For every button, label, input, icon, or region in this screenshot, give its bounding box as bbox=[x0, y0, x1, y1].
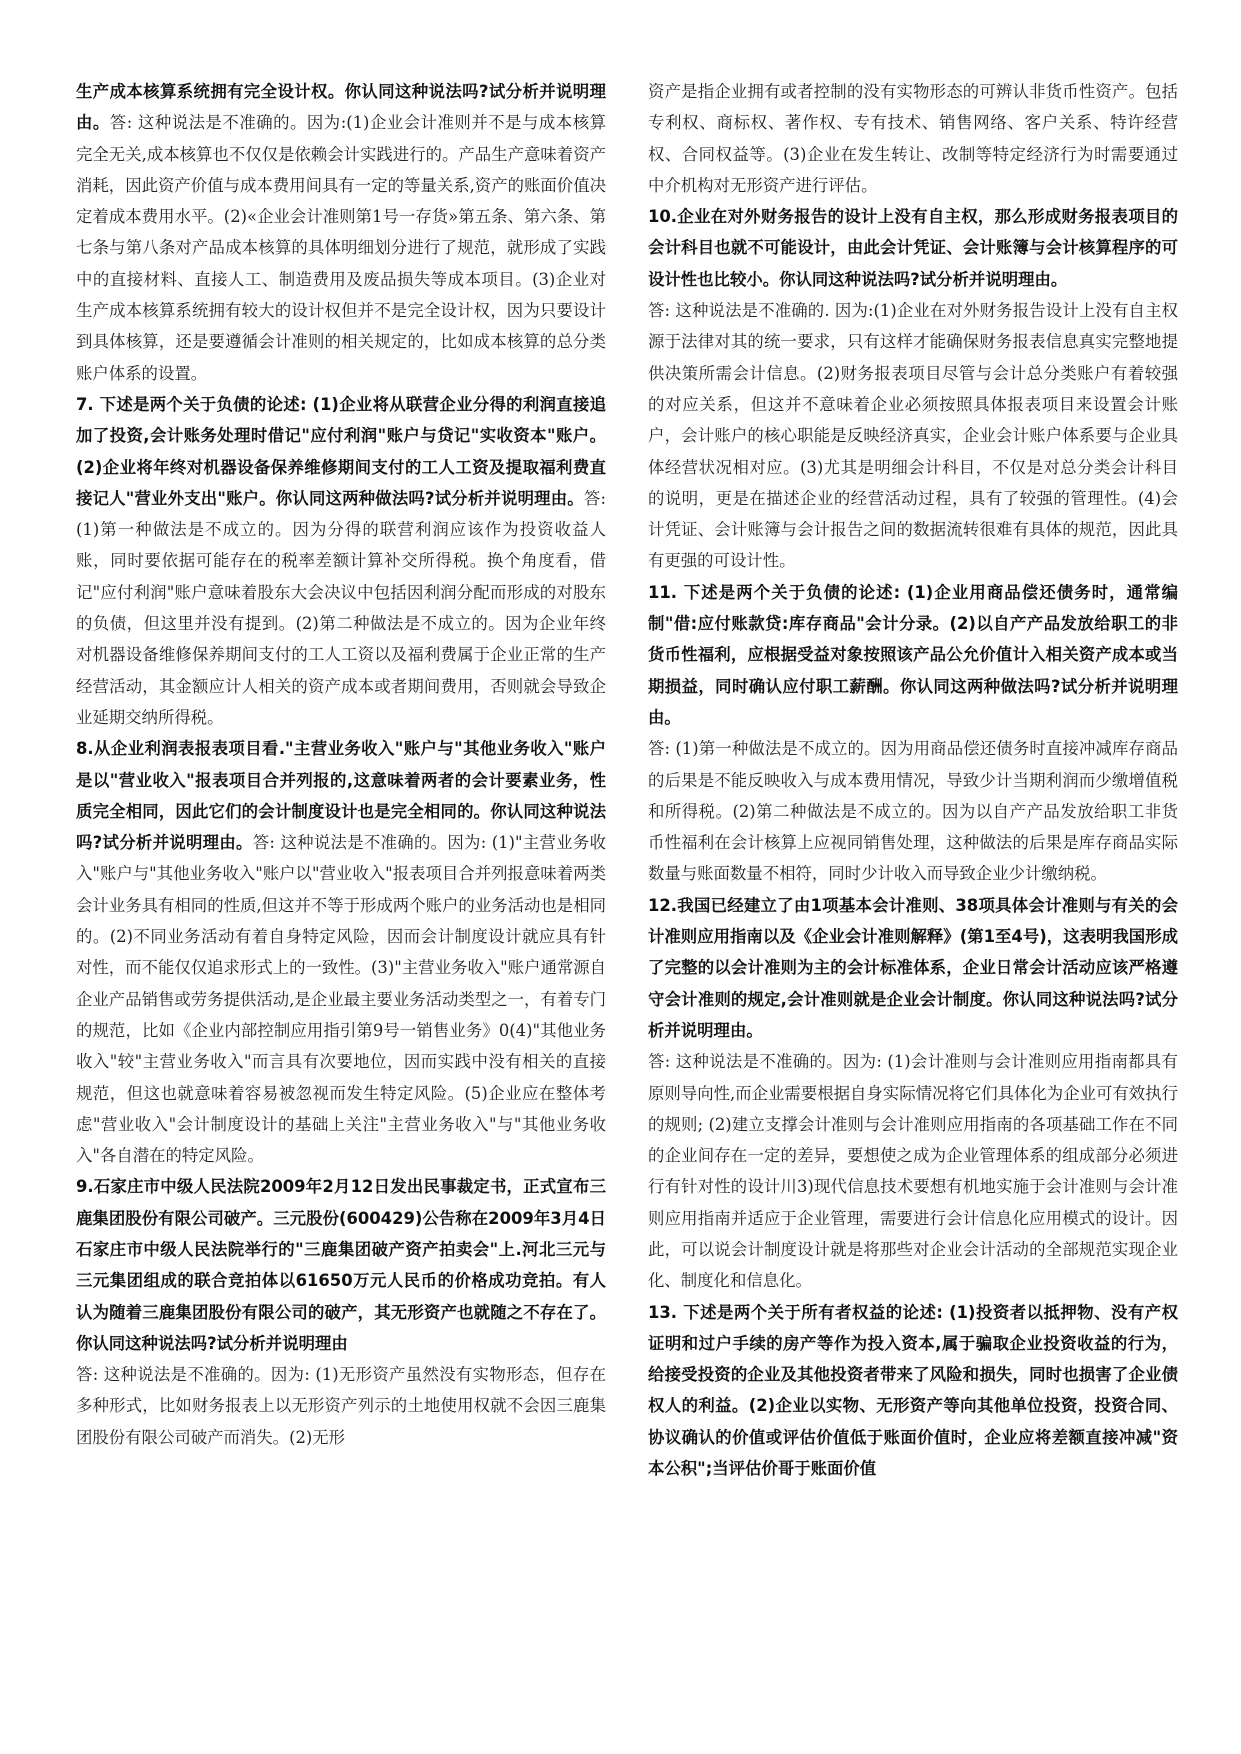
answer-6: 答: 这种说法是不准确的。因为:(1)企业会计准则并不是与成本核算完全无关,成本核算也不仅仅是依赖会计实践进行的。产品生产意味着资产消耗，因此资产价值与成本费用间具有一定的等量关系,资产的账面价值决定着成本费用水平。(2)«企业会计准则第1号一存货»第五条、第六条、第七条与第八条对产品成本核算的具体明细划分进行了规范，就形成了实践中的直接材料、直接人工、制造费用及废品损失等成本项目。(3)企业对生产成本核算系统拥有较大的设计权但并不是完全设计权，因为只要设计到具体核算，还是要遵循会计准则的相关规定的，比如成本核算的总分类账户体系的设置。 bbox=[76, 113, 606, 383]
question-6-tail: 生产成本核算系统拥有完全设计权。你认同这种说法吗?试分析并说明理由。答: 这种说法是不准确的。因为:(1)企业会计准则并不是与成本核算完全无关,成本核算也不仅仅是依赖会计实践进行的。产品生产意味着资产消耗，因此资产价值与成本费用间具有一定的等量关系,资产的账面价值决定着成本费用水平。(2)«企业会计准则第1号一存货»第五条、第六条、第七条与第八条对产品成本核算的具体明细划分进行了规范，就形成了实践中的直接材料、直接人工、制造费用及废品损失等成本项目。(3)企业对生产成本核算系统拥有较大的设计权但并不是完全设计权，因为只要设计到具体核算，还是要遵循会计准则的相关规定的，比如成本核算的总分类账户体系的设置。 bbox=[76, 82, 606, 383]
question-13: 13. 下述是两个关于所有者权益的论述: (1)投资者以抵押物、没有产权证明和过户手续的房产等作为投入资本,属于骗取企业投资收益的行为，给接受投资的企业及其他投资者带来了风险和损失，同时也损害了企业债权人的利益。(2)企业以实物、无形资产等向其他单位投资，投资合同、协议确认的价值或评估价值低于账面价值时，企业应将差额直接冲减"资本公积";当评估价哥于账面价值 bbox=[648, 1302, 1178, 1479]
question-11: 11. 下述是两个关于负债的论述: (1)企业用商品偿还债务时，通常编制"借:应付账款贷:库存商品"会计分录。(2)以自产产品发放给职工的非货币性福利，应根据受益对象按照该产品公允价值计入相关资产成本或当期损益，同时确认应付职工薪酬。你认同这两种做法吗?试分析并说明理由。 bbox=[648, 582, 1178, 727]
right-column bbox=[648, 76, 1178, 1484]
answer-9: 答: 这种说法是不准确的。因为: (1)无形资产虽然没有实物形态，但存在多种形式，比如财务报表上以无形资产列示的土地使用权就不会因三鹿集团股份有限公司破产而消失。(2)无形 bbox=[76, 1365, 606, 1447]
question-7: 7. 下述是两个关于负债的论述: (1)企业将从联营企业分得的利润直接追加了投资,会计账务处理时借记"应付利润"账户与贷记"实收资本"账户。(2)企业将年终对机器设备保养维修期间支付的工人工资及提取福利费直接记人"营业外支出"账户。你认同这两种做法吗?试分析并说明理由。答: (1)第一种做法是不成立的。因为分得的联营利润应该作为投资收益人账，同时要依据可能存在的税率差额计算补交所得税。换个角度看，借记"应付利润"账户意味着股东大会决议中包括因利润分配而形成的对股东的负债，但这里并没有提到。(2)第二种做法是不成立的。因为企业年终对机器设备维修保养期间支付的工人工资以及福利费属于企业正常的生产经营活动，其金额应计人相关的资产成本或者期间费用，否则就会导致企业延期交纳所得税。 bbox=[76, 394, 606, 727]
left-column bbox=[76, 76, 606, 1453]
answer-7: 答: (1)第一种做法是不成立的。因为分得的联营利润应该作为投资收益人账，同时要依据可能存在的税率差额计算补交所得税。换个角度看，借记"应付利润"账户意味着股东大会决议中包括因利润分配而形成的对股东的负债，但这里并没有提到。(2)第二种做法是不成立的。因为企业年终对机器设备维修保养期间支付的工人工资以及福利费属于企业正常的生产经营活动，其金额应计人相关的资产成本或者期间费用，否则就会导致企业延期交纳所得税。 bbox=[76, 488, 606, 727]
question-9: 9.石家庄市中级人民法院2009年2月12日发出民事裁定书，正式宣布三鹿集团股份有限公司破产。三元股份(600429)公告称在2009年3月4日石家庄市中级人民法院举行的"三鹿集团破产资产拍卖会"上.河北三元与三元集团组成的联合竞拍体以61650万元人民币的价格成功竞拍。有人认为随着三鹿集团股份有限公司的破产，其无形资产也就随之不存在了。你认同这种说法吗?试分析并说明理由 bbox=[76, 1177, 606, 1353]
answer-10: 答: 这种说法是不准确的. 因为:(1)企业在对外财务报告设计上没有自主权源于法律对其的统一要求，只有这样才能确保财务报表信息真实完整地提供决策所需会计信息。(2)财务报表项目尽管与会计总分类账户有着较强的对应关系，但这并不意味着企业必须按照具体报表项目来设置会计账户，会计账户的核心职能是反映经济真实，企业会计账户体系要与企业具体经营状况相对应。(3)尤其是明细会计科目，不仅是对总分类会计科目的说明，更是在描述企业的经营活动过程，具有了较强的管理性。(4)会计凭证、会计账簿与会计报告之间的数据流转很难有具体的规范，因此具有更强的可设计性。 bbox=[648, 301, 1178, 571]
question-10: 10.企业在对外财务报告的设计上没有自主权，那么形成财务报表项目的会计科目也就不可能设计，由此会计凭证、会计账簿与会计核算程序的可设计性也比较小。你认同这种说法吗?试分析并说明理由。 bbox=[648, 207, 1178, 289]
question-8: 8.从企业利润表报表项目看."主营业务收入"账户与"其他业务收入"账户是以"营业收入"报表项目合并列报的,这意味着两者的会计要素业务，性质完全相同，因此它们的会计制度设计也是完全相同的。你认同这种说法吗?试分析并说明理由。答: 这种说法是不准确的。因为: (1)"主营业务收入"账户与"其他业务收入"账户以"营业收入"报表项目合并列报意味着两类会计业务具有相同的性质,但这并不等于形成两个账户的业务活动也是相同的。(2)不同业务活动有着自身特定风险，因而会计制度设计就应具有针对性，而不能仅仅追求形式上的一致性。(3)"主营业务收入"账户通常源自企业产品销售或劳务提供活动,是企业最主要业务活动类型之一，有着专门的规范，比如《企业内部控制应用指引第9号一销售业务》0(4)"其他业务收入"较"主营业务收入"而言具有次要地位，因而实践中没有相关的直接规范，但这也就意味着容易被忽视而发生特定风险。(5)企业应在整体考虑"营业收入"会计制度设计的基础上关注"主营业务收入"与"其他业务收入"各自潜在的特定风险。 bbox=[76, 739, 607, 1166]
answer-12: 答: 这种说法是不准确的。因为: (1)会计准则与会计准则应用指南都具有原则导向性,而企业需要根据自身实际情况将它们具体化为企业可有效执行的规则; (2)建立支撑会计准则与会计准则应用指南的各项基础工作在不同的企业间存在一定的差异，要想使之成为企业管理体系的组成部分必须进行有针对性的设计川3)现代信息技术要想有机地实施于会计准则与会计准则应用指南并适应于企业管理，需要进行会计信息化应用模式的设计。因此，可以说会计制度设计就是将那些对企业会计活动的全部规范实现企业化、制度化和信息化。 bbox=[648, 1052, 1178, 1291]
answer-9-cont: 资产是指企业拥有或者控制的没有实物形态的可辨认非货币性资产。包括专利权、商标权、著作权、专有技术、销售网络、客户关系、特许经营权、合同权益等。(3)企业在发生转让、改制等特定经济行为时需要通过中介机构对无形资产进行评估。 bbox=[648, 82, 1178, 195]
answer-8: 答: 这种说法是不准确的。因为: (1)"主营业务收入"账户与"其他业务收入"账户以"营业收入"报表项目合并列报意味着两类会计业务具有相同的性质,但这并不等于形成两个账户的业务活动也是相同的。(2)不同业务活动有着自身特定风险，因而会计制度设计就应具有针对性，而不能仅仅追求形式上的一致性。(3)"主营业务收入"账户通常源自企业产品销售或劳务提供活动,是企业最主要业务活动类型之一，有着专门的规范，比如《企业内部控制应用指引第9号一销售业务》0(4)"其他业务收入"较"主营业务收入"而言具有次要地位，因而实践中没有相关的直接规范，但这也就意味着容易被忽视而发生特定风险。(5)企业应在整体考虑"营业收入"会计制度设计的基础上关注"主营业务收入"与"其他业务收入"各自潜在的特定风险。 bbox=[76, 833, 607, 1166]
answer-11: 答: (1)第一种做法是不成立的。因为用商品偿还债务时直接冲减库存商品的后果是不能反映收入与成本费用情况，导致少计当期利润而少缴增值税和所得税。(2)第二种做法是不成立的。因为以自产产品发放给职工非货币性福利在会计核算上应视同销售处理，这种做法的后果是库存商品实际数量与账面数量不相符，同时少计收入而导致企业少计缴纳税。 bbox=[648, 739, 1178, 884]
question-12: 12.我国已经建立了由1项基本会计准则、38项具体会计准则与有关的会计准则应用指南以及《企业会计准则解释》(第1至4号)，这表明我国形成了完整的以会计准则为主的会计标准体系，企业日常会计活动应该严格遵守会计准则的规定,会计准则就是企业会计制度。你认同这种说法吗?试分析并说明理由。 bbox=[648, 895, 1178, 1040]
